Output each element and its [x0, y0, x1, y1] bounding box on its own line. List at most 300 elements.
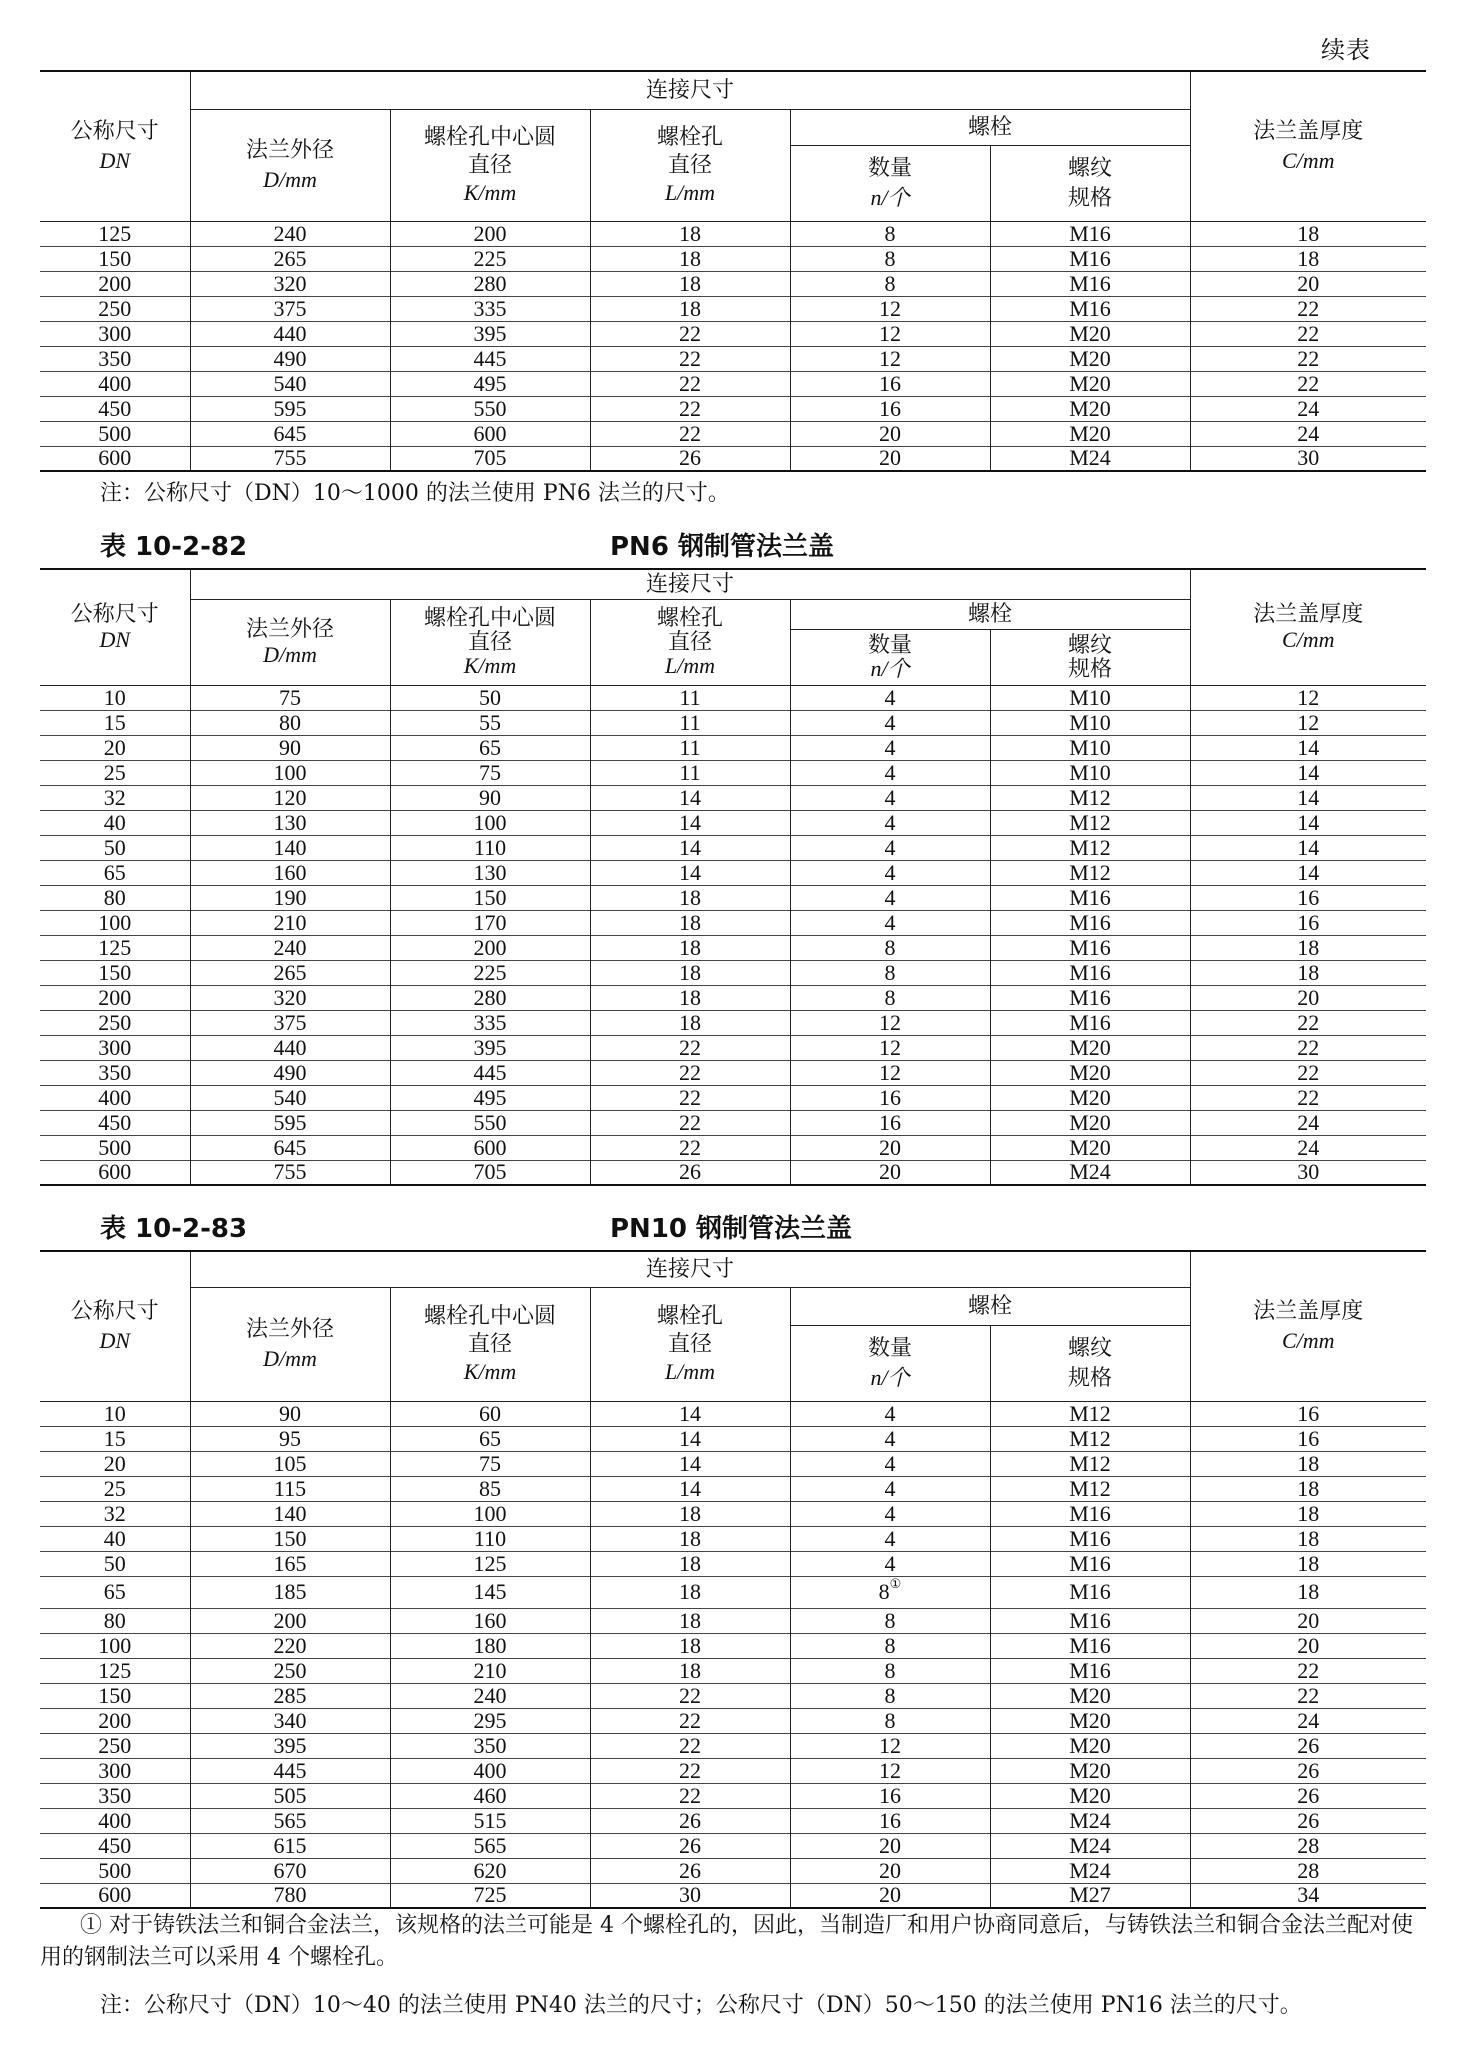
cell-d: 140: [190, 1501, 390, 1526]
cell-c: 24: [1190, 1708, 1426, 1733]
header-thread: 螺纹 规格: [990, 629, 1190, 685]
cell-n: 20: [790, 1160, 990, 1185]
cell-thread: M16: [990, 960, 1190, 985]
cell-k: 565: [390, 1833, 590, 1858]
cell-k: 395: [390, 321, 590, 346]
cell-c: 12: [1297, 684, 1320, 710]
cell-k: 515: [390, 1808, 590, 1833]
table-row: [40, 885, 1426, 910]
cell-dn: 500: [40, 1858, 190, 1883]
cell-k: 620: [390, 1858, 590, 1883]
table-row: [40, 960, 1426, 985]
cell-n: 4: [790, 1551, 990, 1576]
cell-dn: 450: [40, 1833, 190, 1858]
cell-dn: 350: [40, 1783, 190, 1808]
cell-n: 8: [790, 935, 990, 960]
cell-c: 16: [1190, 910, 1426, 935]
cell-d: 240: [190, 221, 390, 246]
cell-k: 550: [390, 1110, 590, 1135]
cell-k: 75: [390, 1451, 590, 1476]
cell-k: 335: [390, 1010, 590, 1035]
cell-l: 18: [590, 960, 790, 985]
cell-thread: M12: [990, 1401, 1190, 1426]
header-n: 数量 n/个: [790, 1325, 990, 1401]
cell-l: 11: [590, 760, 790, 785]
cell-thread: M20: [990, 1060, 1190, 1085]
cell-k: 90: [390, 785, 590, 810]
header-l: 螺栓孔 直径 L/mm: [590, 599, 790, 685]
cell-n: 4: [790, 910, 990, 935]
header-connect: 连接尺寸: [190, 569, 1190, 599]
cell-l: 18: [590, 1501, 790, 1526]
cell-n: 16: [790, 1085, 990, 1110]
cell-n: 4: [790, 1476, 990, 1501]
cell-n: 20: [790, 421, 990, 446]
cell-l: 18: [590, 246, 790, 271]
cell-d: 615: [190, 1833, 390, 1858]
cell-d: 505: [190, 1783, 390, 1808]
cell-c: 18: [1190, 1476, 1426, 1501]
cell-c: 16: [1190, 1426, 1426, 1451]
cell-n: 8: [790, 246, 990, 271]
header-l: 螺栓孔 直径 L/mm: [590, 1287, 790, 1401]
cell-d: 490: [190, 1060, 390, 1085]
cell-l: 22: [590, 1683, 790, 1708]
table-row: [40, 246, 1426, 271]
cell-thread: M16: [990, 1576, 1190, 1608]
table-row: [40, 1160, 1426, 1185]
cell-k: 100: [390, 810, 590, 835]
cell-l: 18: [590, 910, 790, 935]
table-row: [40, 935, 1426, 960]
cell-d: 100: [190, 760, 390, 785]
cell-c: 16: [1190, 885, 1426, 910]
cell-n: 12: [790, 1035, 990, 1060]
cell-d: 490: [190, 346, 390, 371]
flange-table-continued: [40, 70, 1426, 472]
cell-k: 110: [390, 1526, 590, 1551]
cell-d: 220: [190, 1633, 390, 1658]
table-row: [40, 1476, 1426, 1501]
table-row: [40, 810, 1426, 835]
cell-d: 75: [190, 685, 390, 710]
cell-thread: M16: [990, 271, 1190, 296]
cell-c: 22: [1190, 321, 1426, 346]
cell-d: 375: [190, 296, 390, 321]
table-row: [40, 1833, 1426, 1858]
cell-dn: 25: [40, 1476, 190, 1501]
table-row: [40, 1501, 1426, 1526]
cell-thread: M27: [990, 1883, 1190, 1908]
cell-k: 65: [390, 735, 590, 760]
table-row: [40, 396, 1426, 421]
cell-dn: 250: [40, 1010, 190, 1035]
table-row: [40, 1683, 1426, 1708]
table-row: [40, 1451, 1426, 1476]
cell-l: 11: [590, 685, 790, 710]
cell-k: 200: [390, 221, 590, 246]
cell-c: 22: [1190, 1010, 1426, 1035]
cell-dn: 10: [40, 1401, 190, 1426]
table-row: [40, 685, 1426, 710]
cell-k: 65: [390, 1426, 590, 1451]
cell-c: 18: [1190, 960, 1426, 985]
cell-dn: 400: [40, 371, 190, 396]
cell-dn: 200: [40, 985, 190, 1010]
cell-thread: M16: [990, 1010, 1190, 1035]
table2-number: 表 10-2-82: [100, 532, 248, 562]
cell-dn: 300: [40, 1758, 190, 1783]
cell-thread: M20: [990, 371, 1190, 396]
cell-k: 225: [390, 960, 590, 985]
header-d: 法兰外径 D/mm: [190, 599, 390, 685]
cell-d: 395: [190, 1733, 390, 1758]
cell-l: 26: [590, 1160, 790, 1185]
cell-k: 160: [390, 1608, 590, 1633]
cell-n: 4: [790, 785, 990, 810]
cell-n: 4: [790, 860, 990, 885]
cell-thread: M16: [990, 246, 1190, 271]
header-k: 螺栓孔中心圆 直径 K/mm: [390, 599, 590, 685]
cell-k: 210: [390, 1658, 590, 1683]
table-row: [40, 296, 1426, 321]
cell-n: 16: [790, 371, 990, 396]
cell-dn: 15: [40, 710, 190, 735]
table-row: [40, 1633, 1426, 1658]
cell-n: 4: [790, 1426, 990, 1451]
cell-n: 8①: [790, 1576, 990, 1608]
cell-c: 14: [1190, 735, 1426, 760]
cell-n: 4: [790, 885, 990, 910]
cell-thread: M12: [990, 1476, 1190, 1501]
cell-c: 26: [1190, 1783, 1426, 1808]
table-row: [40, 421, 1426, 446]
cell-n: 8: [790, 221, 990, 246]
cell-thread: M20: [990, 346, 1190, 371]
cell-n: 8: [790, 985, 990, 1010]
table-row: [40, 710, 1426, 735]
cell-n: 16: [790, 1110, 990, 1135]
cell-n: 8: [790, 271, 990, 296]
cell-n: 4: [790, 1501, 990, 1526]
cell-l: 14: [590, 785, 790, 810]
cell-thread: M20: [990, 1110, 1190, 1135]
table-row: [40, 985, 1426, 1010]
cell-thread: M24: [990, 1808, 1190, 1833]
cell-n: 20: [790, 1833, 990, 1858]
cell-dn: 10: [40, 685, 190, 710]
cell-c: 30: [1190, 1160, 1426, 1185]
header-c: 法兰盖厚度 C/mm: [1190, 1251, 1426, 1401]
page-header: 续表: [1321, 36, 1371, 64]
cell-k: 395: [390, 1035, 590, 1060]
cell-l: 22: [590, 1708, 790, 1733]
cell-l: 18: [590, 271, 790, 296]
cell-d: 670: [190, 1858, 390, 1883]
cell-k: 130: [390, 860, 590, 885]
table1-note: 注：公称尺寸（DN）10～1000 的法兰使用 PN6 法兰的尺寸。: [100, 481, 730, 506]
cell-l: 18: [590, 985, 790, 1010]
cell-l: 22: [590, 1110, 790, 1135]
cell-l: 18: [590, 1576, 790, 1608]
cell-thread: M20: [990, 1135, 1190, 1160]
cell-l: 26: [590, 1833, 790, 1858]
cell-d: 90: [190, 1401, 390, 1426]
table-row: [40, 1608, 1426, 1633]
cell-thread: M16: [990, 935, 1190, 960]
flange-table-pn10: [40, 1250, 1426, 1909]
cell-k: 280: [390, 985, 590, 1010]
cell-l: 22: [590, 1085, 790, 1110]
cell-k: 550: [390, 396, 590, 421]
cell-dn: 32: [40, 785, 190, 810]
cell-l: 18: [590, 1526, 790, 1551]
cell-thread: M24: [990, 1858, 1190, 1883]
header-thread: 螺纹 规格: [990, 1325, 1190, 1401]
cell-thread: M20: [990, 1783, 1190, 1808]
cell-n: 20: [790, 1135, 990, 1160]
cell-thread: M16: [990, 1526, 1190, 1551]
cell-k: 445: [390, 346, 590, 371]
cell-n: 12: [790, 296, 990, 321]
cell-l: 18: [590, 885, 790, 910]
cell-l: 14: [590, 1426, 790, 1451]
cell-l: 18: [590, 296, 790, 321]
cell-n: 16: [790, 1808, 990, 1833]
cell-dn: 200: [40, 271, 190, 296]
cell-thread: M16: [990, 1551, 1190, 1576]
cell-dn: 80: [40, 1608, 190, 1633]
table-row: [40, 221, 1426, 246]
cell-dn: 200: [40, 1708, 190, 1733]
cell-n: 12: [790, 1733, 990, 1758]
cell-c: 14: [1190, 860, 1426, 885]
cell-thread: M20: [990, 421, 1190, 446]
cell-dn: 350: [40, 346, 190, 371]
cell-k: 495: [390, 371, 590, 396]
cell-c: 14: [1190, 785, 1426, 810]
cell-thread: M20: [990, 321, 1190, 346]
cell-dn: 100: [40, 1633, 190, 1658]
table-row: [40, 1085, 1426, 1110]
cell-d: 265: [190, 246, 390, 271]
cell-d: 595: [190, 396, 390, 421]
cell-thread: M20: [990, 396, 1190, 421]
cell-d: 250: [190, 1658, 390, 1683]
cell-n: 8: [790, 1608, 990, 1633]
cell-c: 18: [1190, 1551, 1426, 1576]
cell-n: 8: [790, 960, 990, 985]
cell-c: 18: [1190, 935, 1426, 960]
cell-thread: M16: [990, 985, 1190, 1010]
table-row: [40, 835, 1426, 860]
cell-thread: M12: [990, 835, 1190, 860]
cell-d: 595: [190, 1110, 390, 1135]
header-n: 数量 n/个: [790, 629, 990, 685]
cell-d: 375: [190, 1010, 390, 1035]
table-row: [40, 1060, 1426, 1085]
cell-k: 445: [390, 1060, 590, 1085]
cell-k: 725: [390, 1883, 590, 1908]
cell-l: 26: [590, 1808, 790, 1833]
cell-dn: 600: [40, 1883, 190, 1908]
cell-thread: M12: [990, 1426, 1190, 1451]
table-row: [40, 1883, 1426, 1908]
cell-d: 95: [190, 1426, 390, 1451]
cell-c: 22: [1190, 371, 1426, 396]
header-bolt: 螺栓: [790, 599, 1190, 629]
cell-dn: 25: [40, 760, 190, 785]
cell-thread: M24: [990, 446, 1190, 471]
cell-n: 12: [790, 1758, 990, 1783]
cell-n: 12: [790, 1060, 990, 1085]
cell-d: 565: [190, 1808, 390, 1833]
cell-k: 705: [390, 446, 590, 471]
table-row: [40, 910, 1426, 935]
table-row: [40, 1576, 1426, 1608]
cell-c: 24: [1190, 396, 1426, 421]
cell-d: 90: [190, 735, 390, 760]
cell-c: 14: [1190, 810, 1426, 835]
cell-n: 4: [790, 735, 990, 760]
cell-d: 645: [190, 421, 390, 446]
cell-dn: 100: [40, 910, 190, 935]
cell-l: 22: [590, 1135, 790, 1160]
cell-dn: 300: [40, 321, 190, 346]
cell-l: 14: [590, 860, 790, 885]
cell-n: 4: [790, 760, 990, 785]
header-connect: 连接尺寸: [190, 1251, 1190, 1287]
cell-l: 14: [590, 1476, 790, 1501]
cell-dn: 50: [40, 1551, 190, 1576]
table-row: [40, 1426, 1426, 1451]
table-row: [40, 1010, 1426, 1035]
cell-l: 22: [590, 421, 790, 446]
header-connect: 连接尺寸: [190, 71, 1190, 109]
cell-k: 145: [390, 1576, 590, 1608]
cell-k: 225: [390, 246, 590, 271]
cell-c: 18: [1190, 1576, 1426, 1608]
cell-dn: 125: [40, 1658, 190, 1683]
cell-k: 110: [390, 835, 590, 860]
table-row: [40, 1110, 1426, 1135]
cell-dn: 150: [40, 246, 190, 271]
cell-k: 295: [390, 1708, 590, 1733]
cell-l: 18: [590, 1551, 790, 1576]
table-row: [40, 1135, 1426, 1160]
header-dn: 公称尺寸 DN: [40, 569, 190, 685]
cell-thread: M20: [990, 1683, 1190, 1708]
cell-l: 30: [590, 1883, 790, 1908]
cell-thread: M16: [990, 221, 1190, 246]
cell-thread: M10: [990, 685, 1190, 710]
cell-thread: M16: [990, 910, 1190, 935]
cell-k: 600: [390, 421, 590, 446]
cell-dn: 350: [40, 1060, 190, 1085]
cell-dn: 250: [40, 296, 190, 321]
cell-k: 170: [390, 910, 590, 935]
cell-l: 26: [590, 446, 790, 471]
cell-k: 600: [390, 1135, 590, 1160]
cell-dn: 500: [40, 1135, 190, 1160]
cell-c: 28: [1190, 1858, 1426, 1883]
cell-dn: 20: [40, 735, 190, 760]
table-row: [40, 446, 1426, 471]
cell-l: 18: [590, 1608, 790, 1633]
cell-dn: 250: [40, 1733, 190, 1758]
cell-dn: 400: [40, 1808, 190, 1833]
header-bolt: 螺栓: [790, 109, 1190, 145]
cell-k: 180: [390, 1633, 590, 1658]
cell-thread: M16: [990, 1658, 1190, 1683]
cell-dn: 125: [40, 221, 190, 246]
cell-dn: 20: [40, 1451, 190, 1476]
cell-k: 200: [390, 935, 590, 960]
cell-n: 16: [790, 1783, 990, 1808]
cell-d: 780: [190, 1883, 390, 1908]
cell-c: 18: [1190, 1501, 1426, 1526]
cell-d: 105: [190, 1451, 390, 1476]
table-row: [40, 1658, 1426, 1683]
cell-l: 22: [590, 1060, 790, 1085]
cell-l: 22: [590, 396, 790, 421]
cell-c: 26: [1190, 1758, 1426, 1783]
cell-l: 18: [590, 221, 790, 246]
cell-k: 55: [390, 710, 590, 735]
cell-dn: 450: [40, 396, 190, 421]
cell-c: 22: [1190, 296, 1426, 321]
table3-title: PN10 钢制管法兰盖: [610, 1214, 853, 1244]
cell-k: 100: [390, 1501, 590, 1526]
cell-d: 265: [190, 960, 390, 985]
cell-dn: 40: [40, 810, 190, 835]
table-row: [40, 321, 1426, 346]
cell-c: 18: [1190, 1526, 1426, 1551]
cell-c: 30: [1190, 446, 1426, 471]
cell-c: 14: [1190, 835, 1426, 860]
cell-l: 18: [590, 1010, 790, 1035]
header-dn: 公称尺寸 DN: [40, 1251, 190, 1401]
header-dn: 公称尺寸 DN: [40, 71, 190, 221]
cell-n: 8: [790, 1708, 990, 1733]
cell-d: 285: [190, 1683, 390, 1708]
table3-footnote: ① 对于铸铁法兰和铜合金法兰，该规格的法兰可能是 4 个螺栓孔的，因此，当制造厂和用户协商同意后，与铸铁法兰和铜合金法兰配对使用的钢制法兰可以采用 4 个螺栓孔。: [40, 1913, 1413, 1970]
cell-c: 34: [1190, 1883, 1426, 1908]
cell-n: 4: [790, 1526, 990, 1551]
cell-thread: M16: [990, 296, 1190, 321]
table-row: [40, 860, 1426, 885]
cell-n: 4: [790, 710, 990, 735]
table-row: [40, 1758, 1426, 1783]
cell-k: 335: [390, 296, 590, 321]
cell-c: 24: [1190, 1135, 1426, 1160]
cell-thread: M20: [990, 1758, 1190, 1783]
cell-d: 340: [190, 1708, 390, 1733]
cell-n: 4: [790, 685, 990, 710]
cell-l: 22: [590, 321, 790, 346]
cell-thread: M10: [990, 735, 1190, 760]
table-row: [40, 1858, 1426, 1883]
table-row: [40, 371, 1426, 396]
cell-d: 645: [190, 1135, 390, 1160]
cell-d: 190: [190, 885, 390, 910]
cell-k: 125: [390, 1551, 590, 1576]
cell-n: 8: [790, 1683, 990, 1708]
cell-dn: 15: [40, 1426, 190, 1451]
cell-thread: M10: [990, 760, 1190, 785]
cell-l: 14: [590, 835, 790, 860]
cell-k: 60: [390, 1401, 590, 1426]
